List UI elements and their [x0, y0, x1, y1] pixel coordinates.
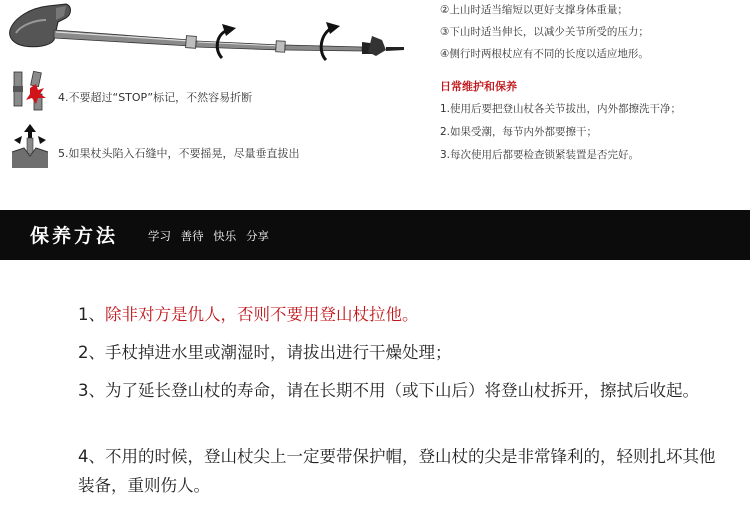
- item-number: 2、: [78, 343, 105, 362]
- maintenance-item: [78, 442, 718, 500]
- section-banner: [0, 210, 750, 260]
- item-text: 除非对方是仇人，否则不要用登山杖拉他。: [105, 305, 419, 324]
- tip-pull-straight: 5.如果杖头陷入石缝中，不要摇晃，尽量垂直拔出: [58, 147, 300, 160]
- trekking-pole-illustration: [0, 0, 410, 75]
- tip-lengthen-downhill: ③下山时适当伸长，以减少关节所受的压力；: [440, 26, 649, 38]
- item-text: 为了延长登山杖的寿命，请在长期不用（或下山后）将登山杖拆开，擦拭后收起。: [105, 381, 699, 400]
- item-text: 不用的时候，登山杖尖上一定要带保护帽，登山杖的尖是非常锋利的，轻则扎坏其他装备，重则伤人。: [78, 447, 716, 495]
- tip-stop-mark: 4.不要超过“STOP”标记，不然容易折断: [58, 91, 253, 104]
- item-number: 3、: [78, 381, 105, 400]
- tip-sidehill-length: ④侧行时两根杖应有不同的长度以适应地形。: [440, 48, 649, 60]
- maintenance-item: [78, 338, 718, 367]
- section-tags: 学习 善待 快乐 分享: [148, 229, 269, 243]
- daily-care-item: 3.每次使用后都要检查锁紧装置是否完好。: [440, 149, 640, 161]
- daily-care-item: 2.如果受潮，每节内外都要擦干；: [440, 126, 598, 138]
- pole-in-crevice-icon: [10, 122, 50, 170]
- stop-mark-icon: [10, 68, 50, 116]
- daily-care-heading: 日常维护和保养: [440, 80, 517, 93]
- daily-care-item: 1.使用后要把登山杖各关节拔出，内外都擦洗干净；: [440, 103, 682, 115]
- item-text: 手杖掉进水里或潮湿时，请拔出进行干燥处理；: [105, 343, 452, 362]
- maintenance-item: [78, 376, 718, 405]
- tip-shorten-uphill: ②上山时适当缩短以更好支撑身体重量；: [440, 4, 628, 16]
- maintenance-item: [78, 300, 718, 329]
- section-title: 保养方法: [30, 225, 119, 247]
- item-number: 4、: [78, 447, 105, 466]
- item-number: 1、: [78, 305, 105, 324]
